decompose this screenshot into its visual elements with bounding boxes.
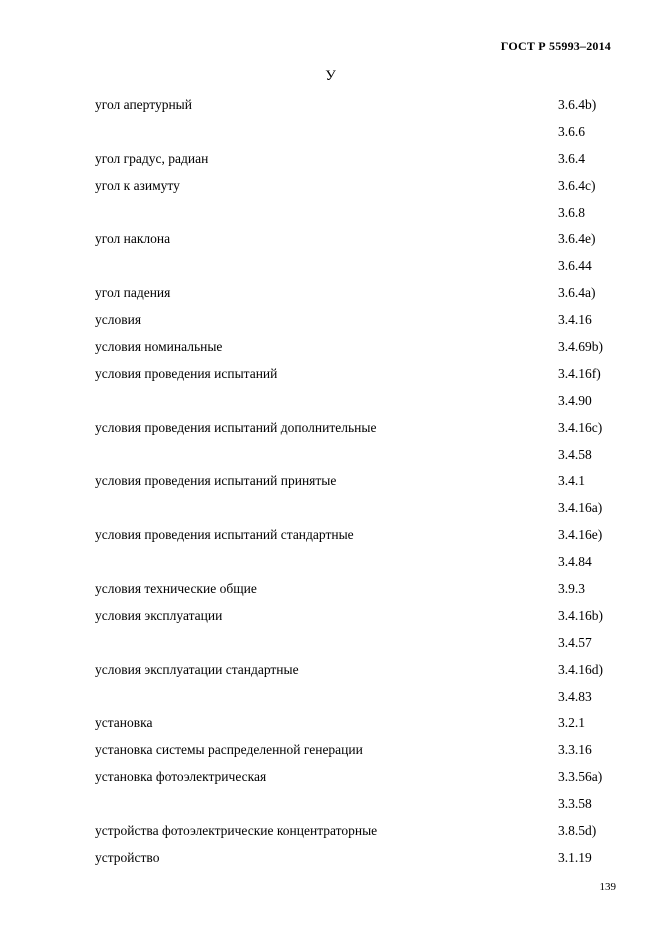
index-term: устройство (95, 849, 160, 865)
index-reference: 3.4.16c) (558, 419, 603, 435)
index-entry (0, 173, 661, 200)
index-entry (0, 253, 661, 280)
index-entry (0, 657, 661, 684)
index-reference: 3.4.16f) (558, 365, 601, 381)
section-letter: У (325, 68, 336, 84)
index-reference: 3.6.4b) (558, 97, 597, 112)
index-entry (0, 146, 661, 173)
index-entry (0, 200, 661, 227)
index-term: условия эксплуатации стандартные (95, 661, 299, 677)
index-reference: 3.8.5d) (558, 823, 597, 839)
index-reference: 3.4.16a) (558, 500, 603, 516)
index-term: условия номинальные (95, 339, 223, 355)
index-entry (0, 388, 661, 415)
index-term: условия проведения испытаний стандартные (95, 527, 354, 543)
index-reference: 3.4.69b) (558, 339, 603, 355)
index-entry (0, 468, 661, 495)
index-reference: 3.6.4e) (558, 231, 596, 247)
index-term: угол наклона (95, 231, 171, 247)
index-reference: 3.4.16 (558, 312, 592, 328)
index-term: установка системы распределенной генерации (95, 742, 363, 758)
index-entry (0, 361, 661, 388)
index-reference: 3.6.4c) (558, 177, 596, 193)
index-reference: 3.3.16 (558, 742, 592, 758)
index-entry (0, 119, 661, 146)
index-reference: 3.4.90 (558, 392, 592, 408)
index-entry (0, 226, 661, 253)
index-term: установка (95, 715, 153, 731)
index-term: условия технические общие (95, 581, 257, 597)
index-term: угол к азимуту (95, 177, 180, 193)
index-reference: 3.4.83 (558, 688, 592, 704)
index-entry (0, 845, 661, 872)
index-entry (0, 684, 661, 711)
index-entry (0, 603, 661, 630)
index-entry (0, 710, 661, 737)
index-entry (0, 495, 661, 522)
index-reference: 3.9.3 (558, 581, 585, 597)
index-reference: 3.4.16e) (558, 527, 603, 543)
index-reference: 3.4.16b) (558, 607, 603, 623)
index-reference: 3.4.58 (558, 446, 592, 462)
index-reference: 3.6.44 (558, 258, 592, 274)
index-term: условия эксплуатации (95, 607, 223, 623)
index-reference: 3.6.6 (558, 123, 585, 139)
index-term: условия проведения испытаний (95, 365, 278, 381)
index-reference: 3.6.4 (558, 150, 585, 166)
index-term: угол апертурный (95, 97, 192, 112)
index-term: условия проведения испытаний принятые (95, 473, 337, 489)
index-reference: 3.4.84 (558, 554, 592, 570)
index-entry (0, 549, 661, 576)
index-term: условия (95, 312, 142, 328)
index-reference: 3.3.56a) (558, 769, 603, 785)
index-reference: 3.3.58 (558, 796, 592, 812)
index-entry (0, 307, 661, 334)
index-reference: 3.4.16d) (558, 661, 603, 677)
index-entry (0, 415, 661, 442)
index-list (0, 92, 661, 872)
index-entry (0, 576, 661, 603)
index-entry (0, 737, 661, 764)
page-number: 139 (599, 881, 616, 893)
document-code: ГОСТ Р 55993–2014 (500, 39, 611, 53)
index-reference: 3.6.8 (558, 204, 585, 220)
index-entry (0, 280, 661, 307)
index-entry (0, 818, 661, 845)
index-term: условия проведения испытаний дополнительные (95, 419, 377, 435)
index-entry (0, 334, 661, 361)
index-reference: 3.1.19 (558, 849, 592, 865)
index-entry (0, 522, 661, 549)
index-reference: 3.4.1 (558, 473, 585, 489)
index-reference: 3.4.57 (558, 634, 592, 650)
index-term: угол падения (95, 285, 171, 301)
index-term: устройства фотоэлектрические концентраторные (95, 823, 378, 839)
index-term: угол градус, радиан (95, 150, 209, 166)
index-entry (0, 92, 661, 119)
index-entry (0, 442, 661, 469)
index-reference: 3.2.1 (558, 715, 585, 731)
index-term: установка фотоэлектрическая (95, 769, 267, 785)
index-reference: 3.6.4a) (558, 285, 596, 301)
index-entry (0, 764, 661, 791)
index-entry (0, 791, 661, 818)
index-entry (0, 630, 661, 657)
